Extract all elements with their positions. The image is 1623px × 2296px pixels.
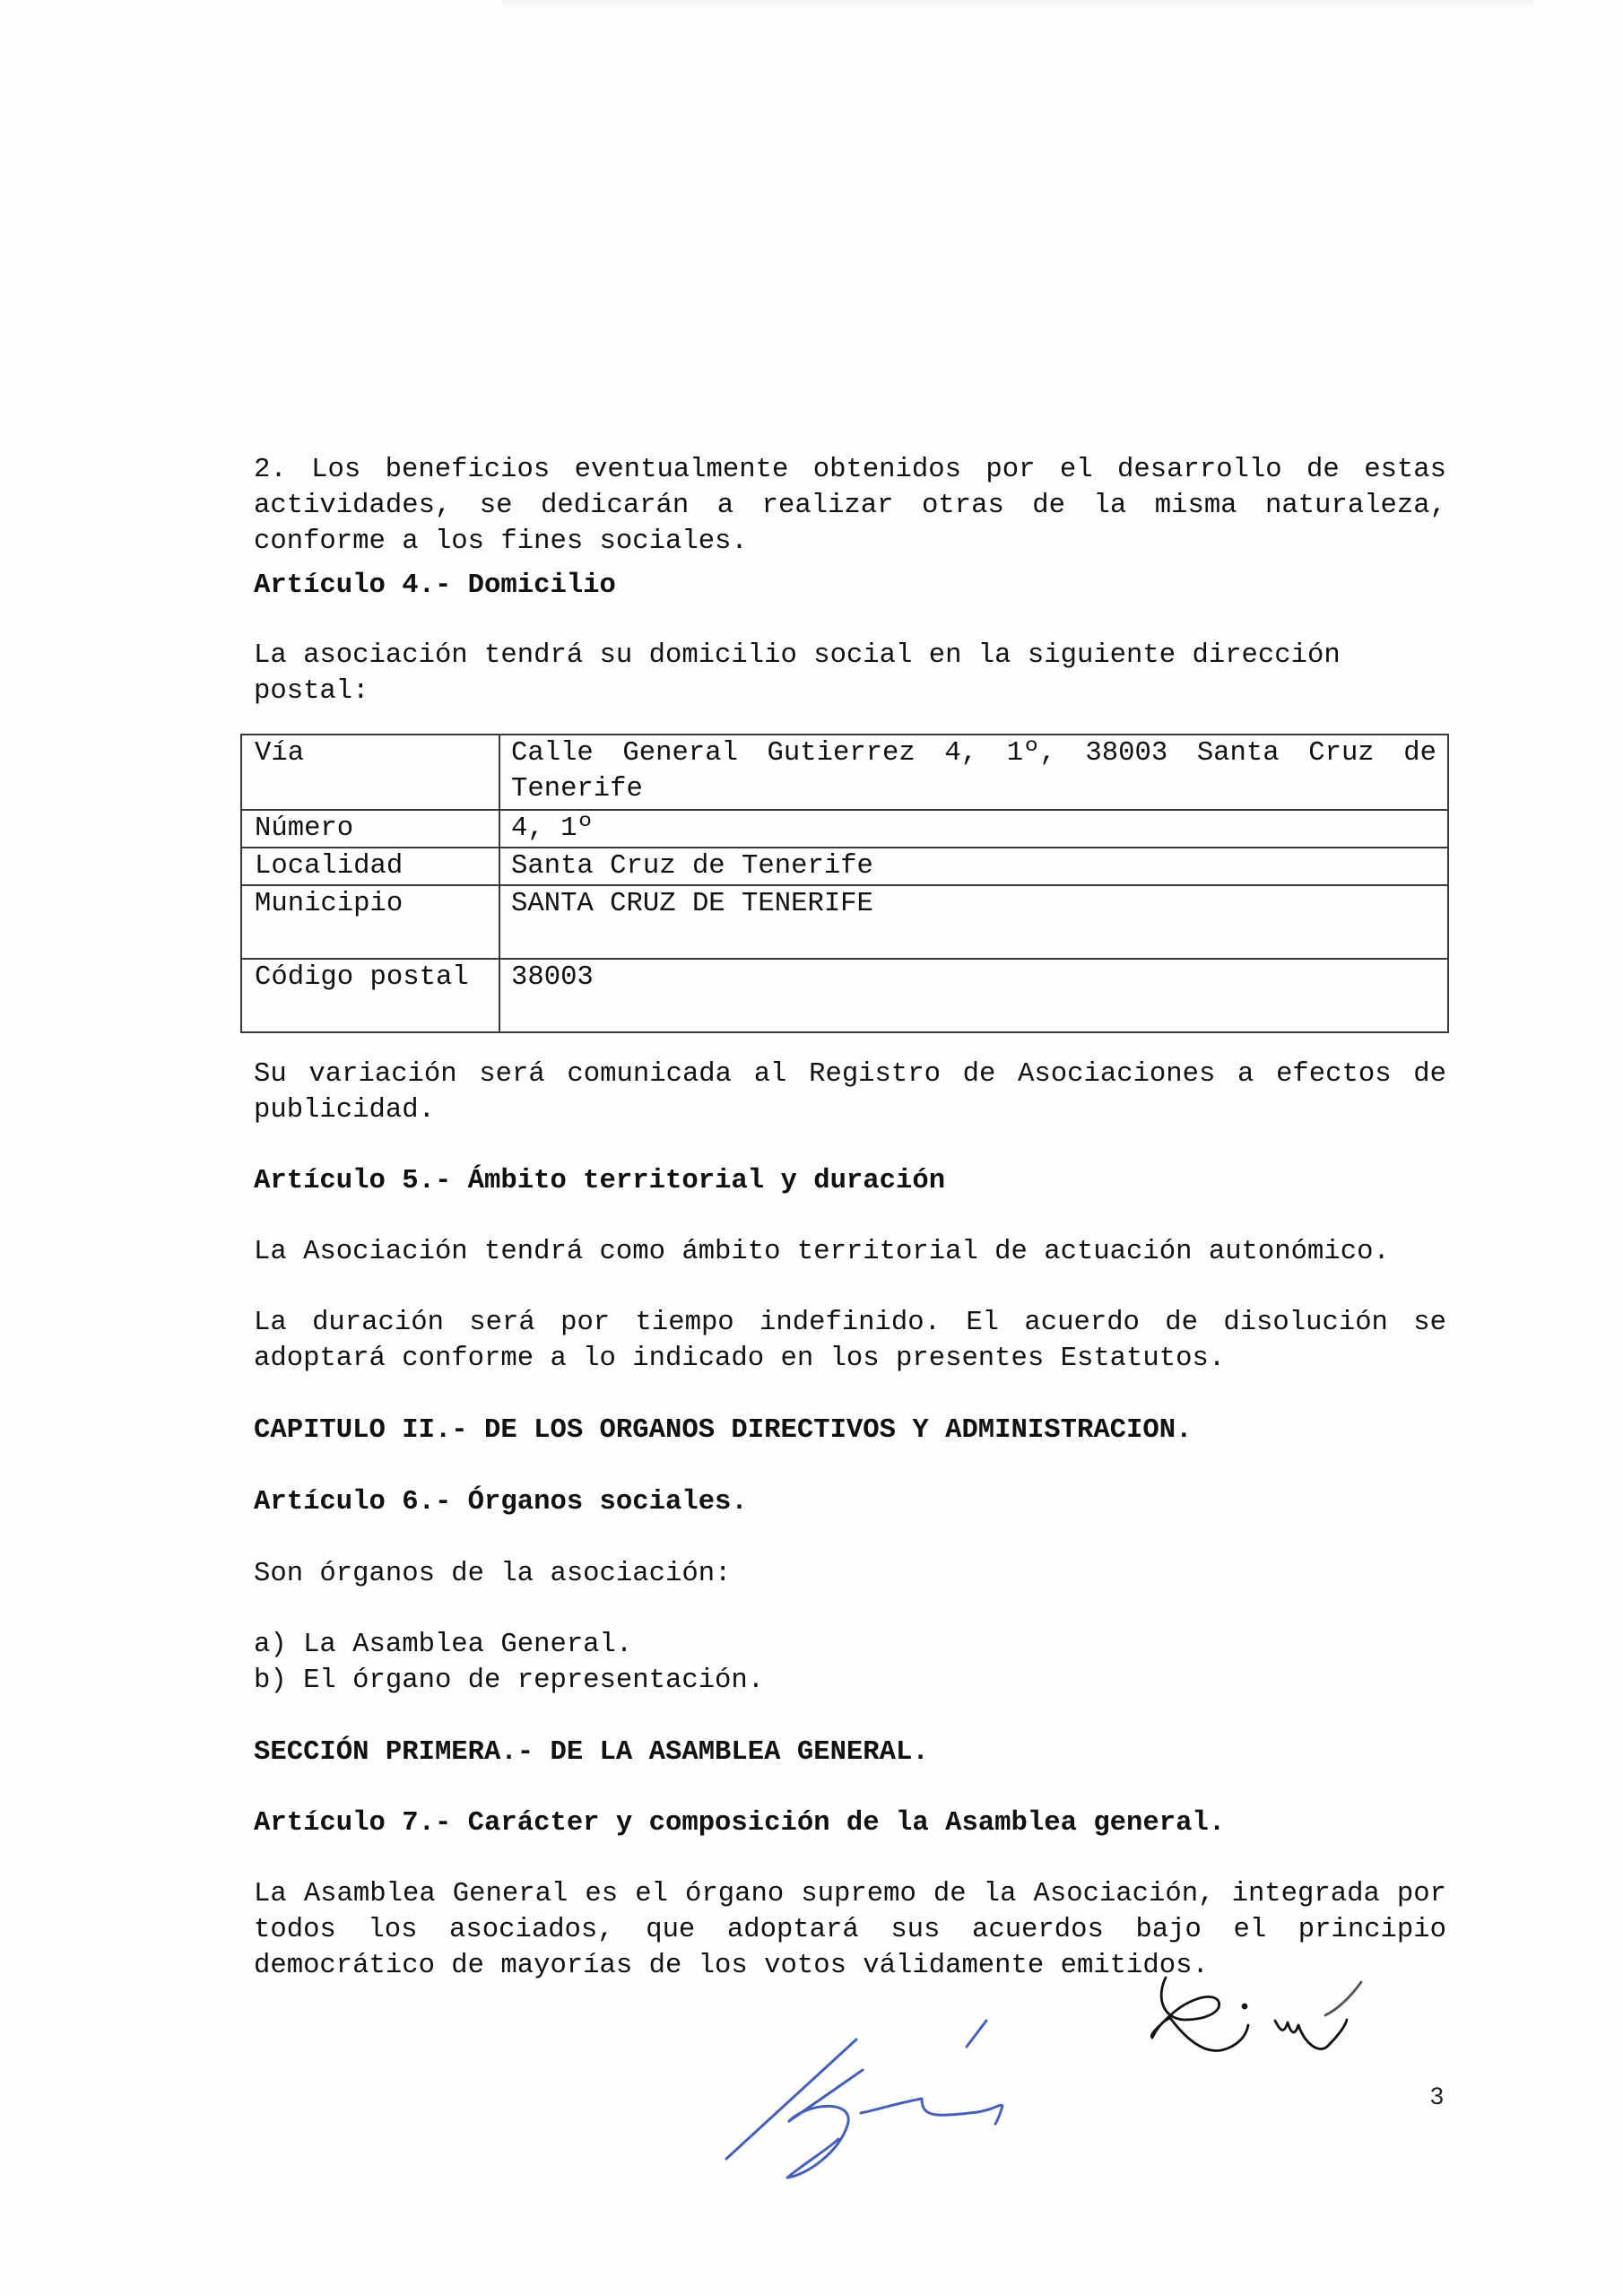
organs-list: [254, 1627, 1446, 1699]
article-6-intro: Son órganos de la asociación:: [254, 1559, 732, 1589]
text-line: publicidad.: [254, 1095, 435, 1126]
table-row: [241, 848, 1448, 885]
via-value-line: Tenerife: [511, 774, 643, 804]
table-label: Código postal: [241, 959, 499, 1032]
section-1-heading: SECCIÓN PRIMERA.- DE LA ASAMBLEA GENERAL.: [254, 1737, 929, 1768]
signature-dot: [1243, 2005, 1246, 2008]
signature-blue: [726, 2021, 1002, 2178]
signature-black: [1151, 1978, 1361, 2051]
scan-artifact: [502, 0, 1533, 11]
address-table: [240, 734, 1449, 1033]
signature-stroke: [726, 2039, 856, 2159]
text-line: todos los asociados, que adoptará sus acuerdos bajo el principio: [254, 1915, 1446, 1945]
table-row: [241, 810, 1448, 848]
paragraph-assembly: [254, 1876, 1446, 1984]
table-label: Número: [241, 810, 499, 848]
paragraph-scope: La Asociación tendrá como ámbito territorial de actuación autonómico.: [254, 1237, 1390, 1267]
text-line: democrático de mayorías de los votos válidamente emitidos.: [254, 1951, 1209, 1981]
text-line: 2. Los beneficios eventualmente obtenidos por el desarrollo de estas: [254, 455, 1446, 485]
table-value: 4, 1º: [499, 810, 1448, 848]
paragraph-variation: [254, 1057, 1446, 1128]
article-4-heading: Artículo 4.- Domicilio: [254, 570, 616, 601]
text-line: La duración será por tiempo indefinido. El acuerdo de disolución se: [254, 1308, 1446, 1338]
text-line: actividades, se dedicarán a realizar otras de la misma naturaleza,: [254, 491, 1446, 521]
signature-stroke: [861, 2099, 1002, 2124]
article-4-intro: La asociación tendrá su domicilio social en la siguiente dirección postal:: [254, 640, 1341, 707]
signature-stroke: [787, 2106, 848, 2178]
table-value: SANTA CRUZ DE TENERIFE: [499, 885, 1448, 959]
via-value-line: Calle General Gutierrez 4, 1º, 38003 Santa Cruz de: [511, 738, 1436, 769]
article-6-heading: Artículo 6.- Órganos sociales.: [254, 1487, 748, 1518]
article-7-heading: Artículo 7.- Carácter y composición de la Asamblea general.: [254, 1808, 1226, 1839]
table-label: Municipio: [241, 885, 499, 959]
article-5-heading: Artículo 5.- Ámbito territorial y duración: [254, 1166, 946, 1196]
table-row: [241, 735, 1448, 810]
list-item: b) El órgano de representación.: [254, 1665, 765, 1696]
text-line: Su variación será comunicada al Registro de Asociaciones a efectos de: [254, 1059, 1446, 1090]
text-line: conforme a los fines sociales.: [254, 526, 748, 557]
signature-stroke: [1325, 1982, 1361, 2015]
chapter-2-heading: CAPITULO II.- DE LOS ORGANOS DIRECTIVOS Y ADMINISTRACION.: [254, 1415, 1193, 1446]
table-row: [241, 885, 1448, 959]
table-label: Vía: [241, 735, 499, 810]
signature-stroke: [789, 2070, 863, 2121]
text-line: adoptará conforme a lo indicado en los presentes Estatutos.: [254, 1344, 1226, 1374]
signature-stroke: [967, 2021, 986, 2047]
table-label: Localidad: [241, 848, 499, 885]
text-line: La Asamblea General es el órgano supremo de la Asociación, integrada por: [254, 1879, 1446, 1909]
list-item: a) La Asamblea General.: [254, 1630, 633, 1660]
page-number: 3: [1430, 2083, 1445, 2109]
table-value: [499, 735, 1448, 810]
signature-stroke: [1275, 2020, 1347, 2049]
table-value: Santa Cruz de Tenerife: [499, 848, 1448, 885]
signature-stroke: [1151, 1978, 1248, 2051]
paragraph-benefits: [254, 452, 1446, 560]
table-row: [241, 959, 1448, 1032]
table-value: 38003: [499, 959, 1448, 1032]
paragraph-duration: [254, 1305, 1446, 1377]
